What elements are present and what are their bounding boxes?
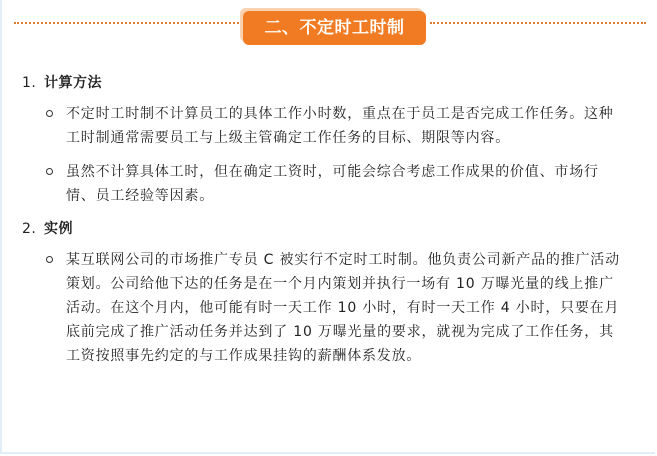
list-item xyxy=(22,160,622,208)
list-item-text: 不定时工时制不计算员工的具体工作小时数，重点在于员工是否完成工作任务。这种工时制通常需要员工与上级主管确定工作任务的目标、期限等内容。 xyxy=(66,106,614,146)
section-header xyxy=(0,0,657,48)
section-title: 二、不定时工时制 xyxy=(264,18,405,38)
list-item xyxy=(22,102,622,150)
section-example xyxy=(22,218,622,368)
bullet-list xyxy=(22,102,622,208)
section-calculation-method xyxy=(22,72,622,208)
section-heading xyxy=(22,72,622,94)
section-number: 2. xyxy=(22,221,37,237)
section-heading-text: 计算方法 xyxy=(44,75,102,91)
hollow-bullet-icon xyxy=(46,168,53,175)
bullet-list xyxy=(22,248,622,368)
section-heading-text: 实例 xyxy=(44,221,73,237)
section-number: 1. xyxy=(22,75,37,91)
hollow-bullet-icon xyxy=(46,256,53,263)
dotted-divider-right xyxy=(430,22,646,24)
section-title-badge xyxy=(243,11,426,45)
hollow-bullet-icon xyxy=(46,110,53,117)
section-heading xyxy=(22,218,622,240)
list-item-text: 某互联网公司的市场推广专员 C 被实行不定时工时制。他负责公司新产品的推广活动策划。公司给他下达的任务是在一个月内策划并执行一场有 10 万曝光量的线上推广活动。在这个月内，他可能有时一天工作 10 小时，有时一天工作 4 小时，只要在月底前完成了推广活动任务并达到了 10 万曝光量的要求，就视为完成了工作任务，其工资按照事先约定的与工作成果挂钩的薪酬体系发放。 xyxy=(66,252,620,364)
list-item xyxy=(22,248,622,368)
list-item-text: 虽然不计算具体工时，但在确定工资时，可能会综合考虑工作成果的价值、市场行情、员工经验等因素。 xyxy=(66,164,599,204)
content-body xyxy=(22,72,622,378)
dotted-divider-left xyxy=(14,22,239,24)
